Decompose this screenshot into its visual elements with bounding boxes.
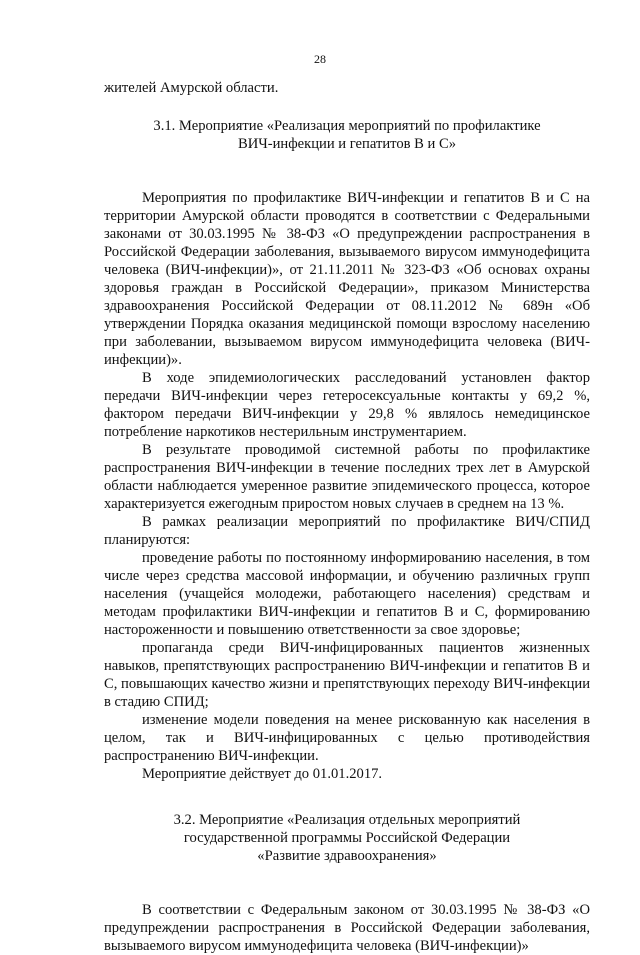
list-item: проведение работы по постоянному информированию населения, в том числе через средства массовой информации, и обучению различных групп населения (учащейся молодежи, работающего населения) средствам и методам профилактики ВИЧ-инфекции и гепатитов В и С, формированию настороженности и повышению ответственности за свое здоровье; <box>104 550 590 638</box>
intro-line: жителей Амурской области. <box>104 80 279 96</box>
section-3-2-heading-line3: «Развитие здравоохранения» <box>257 848 437 864</box>
paragraph: В рамках реализации мероприятий по профилактике ВИЧ/СПИД планируются: <box>104 514 590 548</box>
paragraph: Мероприятия по профилактике ВИЧ-инфекции и гепатитов В и С на территории Амурской области проводятся в соответствии с Федеральными законами от 30.03.1995 № 38-ФЗ «О предупреждении распространения в Российской Федерации заболевания, вызываемого вирусом иммунодефицита человека (ВИЧ-инфекции)», от 21.11.2011 № 323-ФЗ «Об основах охраны здоровья граждан в Российской Федерации», приказом Министерства здравоохранения Российской Федерации от 08.11.2012 № 689н «Об утверждении Порядка оказания медицинской помощи взрослому населению при заболевании, вызываемом вирусом иммунодефицита человека (ВИЧ-инфекции)». <box>104 190 590 368</box>
paragraph: В результате проводимой системной работы по профилактике распространения ВИЧ-инфекции в течение последних трех лет в Амурской области наблюдается умеренное развитие эпидемического процесса, которое характеризуется ежегодным приростом новых случаев в среднем на 13 %. <box>104 442 590 512</box>
paragraph: Мероприятие действует до 01.01.2017. <box>142 766 383 782</box>
section-3-2-heading-line2: государственной программы Российской Федерации <box>183 830 511 846</box>
list-item: пропаганда среди ВИЧ-инфицированных пациентов жизненных навыков, препятствующих распространению ВИЧ-инфекции и гепатитов В и С, повышающих качество жизни и препятствующих переходу ВИЧ-инфекции в стадию СПИД; <box>104 640 591 710</box>
paragraph: В ходе эпидемиологических расследований установлен фактор передачи ВИЧ-инфекции через гетеросексуальные контакты у 69,2 %, фактором передачи ВИЧ-инфекции у 29,8 % являлось немедицинское потребление наркотиков нестерильным инструментарием. <box>104 370 590 440</box>
section-3-1-heading-line2: ВИЧ-инфекции и гепатитов В и С» <box>237 136 457 152</box>
paragraph: В соответствии с Федеральным законом от 30.03.1995 № 38-ФЗ «О предупреждении распространения в Российской Федерации заболевания, вызываемого вирусом иммунодефицита человека (ВИЧ-инфекции)» <box>104 902 590 954</box>
section-3-2-heading <box>104 811 590 865</box>
list-item: изменение модели поведения на менее рискованную как населения в целом, так и ВИЧ-инфицированных с целью противодействия распространению ВИЧ-инфекции. <box>104 712 590 764</box>
section-3-1-heading <box>104 117 590 153</box>
section-3-2-heading-line1: 3.2. Мероприятие «Реализация отдельных мероприятий <box>173 812 521 828</box>
document-body <box>104 79 590 955</box>
section-3-1-heading-line1: 3.1. Мероприятие «Реализация мероприятий по профилактике <box>153 118 541 134</box>
page-number: 28 <box>314 52 326 66</box>
